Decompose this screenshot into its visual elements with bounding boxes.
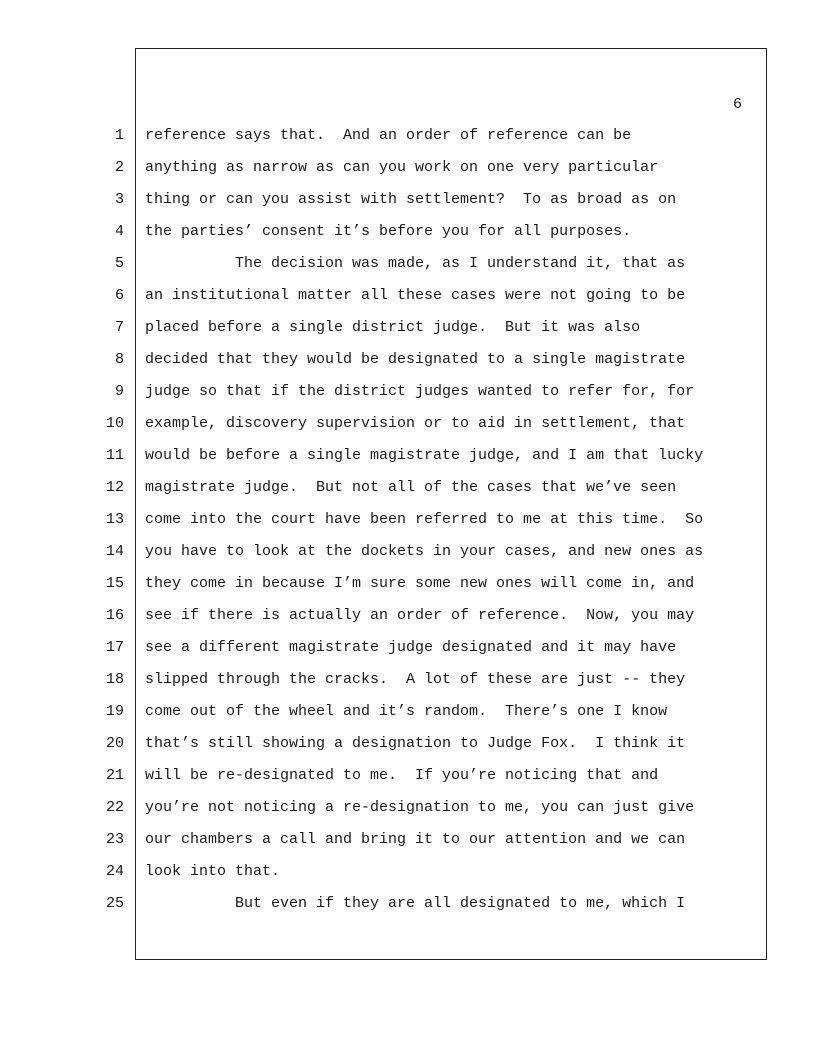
line-number: 15 bbox=[105, 575, 124, 592]
transcript-line: anything as narrow as can you work on one very particular bbox=[145, 159, 659, 176]
line-number: 12 bbox=[105, 479, 124, 496]
line-number: 5 bbox=[114, 255, 124, 272]
line-number: 24 bbox=[105, 863, 124, 880]
transcript-line: would be before a single magistrate judge, and I am that lucky bbox=[145, 447, 704, 464]
transcript-line: see if there is actually an order of reference. Now, you may bbox=[145, 607, 695, 624]
line-number: 25 bbox=[105, 895, 124, 912]
transcript-line: reference says that. And an order of reference can be bbox=[145, 127, 632, 144]
line-number: 9 bbox=[114, 383, 124, 400]
line-number: 1 bbox=[114, 127, 124, 144]
line-number: 10 bbox=[105, 415, 124, 432]
transcript-line: decided that they would be designated to a single magistrate bbox=[145, 351, 686, 368]
line-number: 3 bbox=[114, 191, 124, 208]
line-number: 23 bbox=[105, 831, 124, 848]
transcript-line: example, discovery supervision or to aid in settlement, that bbox=[145, 415, 686, 432]
transcript-line: come out of the wheel and it’s random. There’s one I know bbox=[145, 703, 668, 720]
transcript-line: that’s still showing a designation to Judge Fox. I think it bbox=[145, 735, 686, 752]
transcript-line: But even if they are all designated to me, which I bbox=[145, 895, 686, 912]
transcript-line: The decision was made, as I understand it, that as bbox=[145, 255, 686, 272]
transcript-line: come into the court have been referred to me at this time. So bbox=[145, 511, 704, 528]
transcript-line: slipped through the cracks. A lot of these are just -- they bbox=[145, 671, 686, 688]
line-number: 17 bbox=[105, 639, 124, 656]
transcript-line: you’re not noticing a re-designation to me, you can just give bbox=[145, 799, 695, 816]
transcript-line: see a different magistrate judge designated and it may have bbox=[145, 639, 677, 656]
transcript-line: will be re-designated to me. If you’re noticing that and bbox=[145, 767, 659, 784]
line-number: 6 bbox=[114, 287, 124, 304]
page-number: 6 bbox=[732, 96, 742, 113]
line-number: 14 bbox=[105, 543, 124, 560]
transcript-line: look into that. bbox=[145, 863, 281, 880]
transcript-line: our chambers a call and bring it to our attention and we can bbox=[145, 831, 686, 848]
line-number: 8 bbox=[114, 351, 124, 368]
line-number: 11 bbox=[105, 447, 124, 464]
transcript-line: thing or can you assist with settlement? To as broad as on bbox=[145, 191, 677, 208]
line-number: 18 bbox=[105, 671, 124, 688]
line-number-column bbox=[96, 120, 124, 920]
transcript-body bbox=[145, 120, 757, 920]
line-number: 22 bbox=[105, 799, 124, 816]
line-number: 21 bbox=[105, 767, 124, 784]
transcript-line: an institutional matter all these cases were not going to be bbox=[145, 287, 686, 304]
transcript-line: you have to look at the dockets in your cases, and new ones as bbox=[145, 543, 704, 560]
transcript-line: magistrate judge. But not all of the cases that we’ve seen bbox=[145, 479, 677, 496]
line-number: 2 bbox=[114, 159, 124, 176]
transcript-line: judge so that if the district judges wanted to refer for, for bbox=[145, 383, 695, 400]
line-number: 20 bbox=[105, 735, 124, 752]
transcript-line: the parties’ consent it’s before you for all purposes. bbox=[145, 223, 632, 240]
line-number: 4 bbox=[114, 223, 124, 240]
line-number: 19 bbox=[105, 703, 124, 720]
line-number: 16 bbox=[105, 607, 124, 624]
transcript-line: they come in because I’m sure some new ones will come in, and bbox=[145, 575, 695, 592]
transcript-line: placed before a single district judge. But it was also bbox=[145, 319, 641, 336]
line-number: 13 bbox=[105, 511, 124, 528]
line-number: 7 bbox=[114, 319, 124, 336]
